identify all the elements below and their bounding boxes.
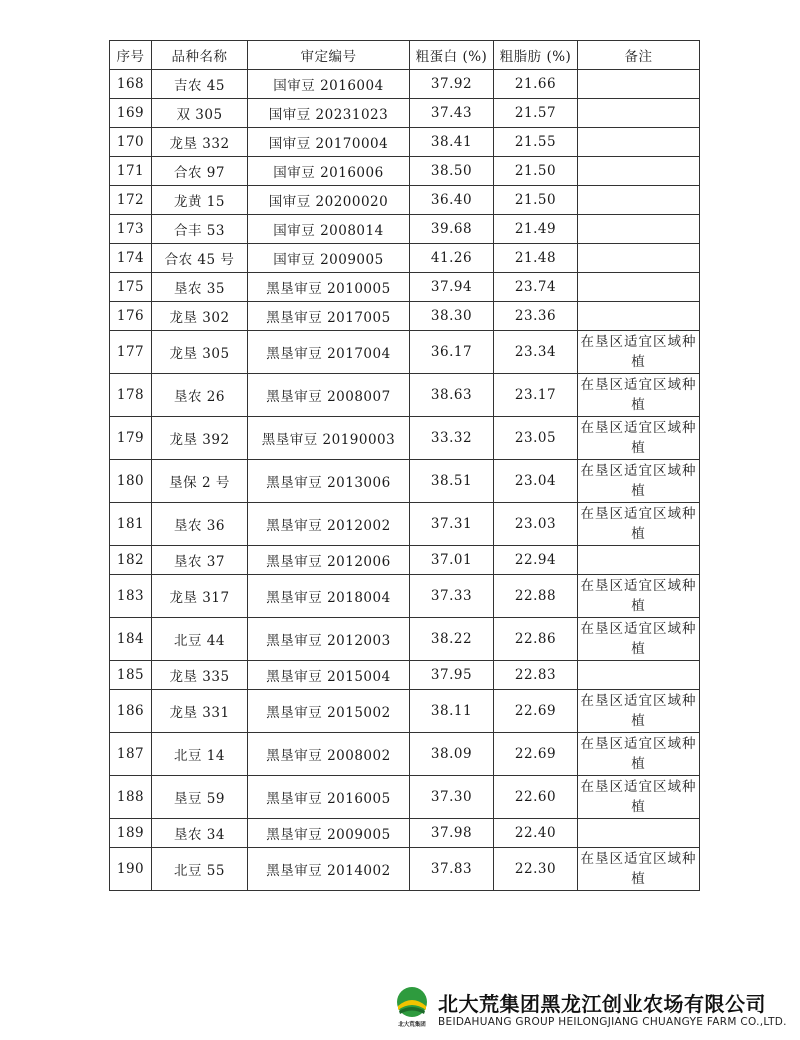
cell-remark xyxy=(578,215,700,244)
table-body xyxy=(110,70,700,891)
table-row xyxy=(110,186,700,215)
cell-remark xyxy=(578,819,700,848)
cell-approval-code: 黑垦审豆 2012003 xyxy=(248,618,410,661)
cell-no: 177 xyxy=(110,331,152,374)
cell-no: 182 xyxy=(110,546,152,575)
cell-variety-name: 垦保 2 号 xyxy=(152,460,248,503)
cell-remark: 在垦区适宜区域种植 xyxy=(578,417,700,460)
cell-remark xyxy=(578,157,700,186)
cell-crude-fat: 21.57 xyxy=(494,99,578,128)
cell-variety-name: 龙垦 331 xyxy=(152,690,248,733)
cell-crude-fat: 21.50 xyxy=(494,186,578,215)
cell-no: 168 xyxy=(110,70,152,99)
cell-no: 171 xyxy=(110,157,152,186)
cell-crude-fat: 23.05 xyxy=(494,417,578,460)
cell-variety-name: 北豆 14 xyxy=(152,733,248,776)
table-row xyxy=(110,99,700,128)
cell-crude-fat: 22.94 xyxy=(494,546,578,575)
cell-crude-protein: 38.63 xyxy=(410,374,494,417)
cell-remark xyxy=(578,186,700,215)
cell-no: 181 xyxy=(110,503,152,546)
cell-remark: 在垦区适宜区域种植 xyxy=(578,575,700,618)
cell-variety-name: 双 305 xyxy=(152,99,248,128)
cell-crude-protein: 41.26 xyxy=(410,244,494,273)
company-footer xyxy=(390,982,790,1032)
table-row xyxy=(110,374,700,417)
cell-approval-code: 黑垦审豆 2015002 xyxy=(248,690,410,733)
cell-remark: 在垦区适宜区域种植 xyxy=(578,374,700,417)
cell-variety-name: 龙垦 332 xyxy=(152,128,248,157)
cell-approval-code: 黑垦审豆 2008007 xyxy=(248,374,410,417)
cell-crude-fat: 21.50 xyxy=(494,157,578,186)
cell-crude-protein: 37.33 xyxy=(410,575,494,618)
cell-remark: 在垦区适宜区域种植 xyxy=(578,848,700,891)
cell-remark xyxy=(578,244,700,273)
cell-no: 185 xyxy=(110,661,152,690)
cell-crude-fat: 22.30 xyxy=(494,848,578,891)
cell-crude-fat: 22.69 xyxy=(494,733,578,776)
cell-approval-code: 黑垦审豆 2012002 xyxy=(248,503,410,546)
table-row xyxy=(110,733,700,776)
cell-crude-fat: 22.86 xyxy=(494,618,578,661)
cell-approval-code: 国审豆 2009005 xyxy=(248,244,410,273)
cell-approval-code: 黑垦审豆 2017004 xyxy=(248,331,410,374)
cell-approval-code: 国审豆 2016004 xyxy=(248,70,410,99)
cell-variety-name: 合农 45 号 xyxy=(152,244,248,273)
cell-variety-name: 龙垦 392 xyxy=(152,417,248,460)
cell-remark xyxy=(578,99,700,128)
cell-crude-fat: 22.60 xyxy=(494,776,578,819)
cell-approval-code: 黑垦审豆 2013006 xyxy=(248,460,410,503)
table-row xyxy=(110,503,700,546)
table-row xyxy=(110,273,700,302)
cell-crude-protein: 38.30 xyxy=(410,302,494,331)
cell-variety-name: 垦农 34 xyxy=(152,819,248,848)
company-name-chinese: 北大荒集团黑龙江创业农场有限公司 xyxy=(438,992,766,1016)
cell-crude-protein: 37.92 xyxy=(410,70,494,99)
cell-crude-fat: 21.66 xyxy=(494,70,578,99)
cell-no: 188 xyxy=(110,776,152,819)
cell-no: 187 xyxy=(110,733,152,776)
table-row xyxy=(110,575,700,618)
header-approval-code: 审定编号 xyxy=(248,41,410,70)
cell-crude-protein: 38.50 xyxy=(410,157,494,186)
table-row xyxy=(110,331,700,374)
cell-no: 184 xyxy=(110,618,152,661)
cell-crude-protein: 37.83 xyxy=(410,848,494,891)
cell-remark: 在垦区适宜区域种植 xyxy=(578,733,700,776)
cell-crude-protein: 38.11 xyxy=(410,690,494,733)
cell-no: 174 xyxy=(110,244,152,273)
table-row xyxy=(110,157,700,186)
table-row xyxy=(110,690,700,733)
table-header-row xyxy=(110,41,700,70)
cell-crude-protein: 38.09 xyxy=(410,733,494,776)
cell-crude-fat: 22.83 xyxy=(494,661,578,690)
cell-variety-name: 垦农 35 xyxy=(152,273,248,302)
cell-variety-name: 合农 97 xyxy=(152,157,248,186)
cell-variety-name: 垦农 36 xyxy=(152,503,248,546)
cell-remark xyxy=(578,128,700,157)
cell-crude-protein: 38.41 xyxy=(410,128,494,157)
cell-variety-name: 龙黄 15 xyxy=(152,186,248,215)
cell-crude-fat: 23.03 xyxy=(494,503,578,546)
cell-variety-name: 龙垦 317 xyxy=(152,575,248,618)
table-row xyxy=(110,417,700,460)
header-crude-protein: 粗蛋白 (%) xyxy=(410,41,494,70)
cell-crude-protein: 39.68 xyxy=(410,215,494,244)
cell-approval-code: 黑垦审豆 2008002 xyxy=(248,733,410,776)
cell-no: 178 xyxy=(110,374,152,417)
cell-crude-protein: 37.43 xyxy=(410,99,494,128)
cell-no: 170 xyxy=(110,128,152,157)
cell-crude-fat: 23.34 xyxy=(494,331,578,374)
cell-crude-protein: 37.94 xyxy=(410,273,494,302)
cell-no: 173 xyxy=(110,215,152,244)
cell-crude-protein: 38.51 xyxy=(410,460,494,503)
company-name-english: BEIDAHUANG GROUP HEILONGJIANG CHUANGYE FARM CO.,LTD. xyxy=(438,1016,787,1028)
header-remark: 备注 xyxy=(578,41,700,70)
header-crude-fat: 粗脂肪 (%) xyxy=(494,41,578,70)
cell-crude-fat: 21.49 xyxy=(494,215,578,244)
cell-remark: 在垦区适宜区域种植 xyxy=(578,331,700,374)
cell-variety-name: 龙垦 335 xyxy=(152,661,248,690)
cell-crude-fat: 22.40 xyxy=(494,819,578,848)
table-row xyxy=(110,819,700,848)
table-row xyxy=(110,460,700,503)
cell-approval-code: 黑垦审豆 2016005 xyxy=(248,776,410,819)
cell-crude-fat: 23.17 xyxy=(494,374,578,417)
cell-crude-fat: 21.55 xyxy=(494,128,578,157)
cell-remark xyxy=(578,273,700,302)
cell-crude-fat: 23.36 xyxy=(494,302,578,331)
cell-remark: 在垦区适宜区域种植 xyxy=(578,460,700,503)
cell-crude-protein: 38.22 xyxy=(410,618,494,661)
cell-approval-code: 黑垦审豆 2012006 xyxy=(248,546,410,575)
cell-crude-fat: 22.88 xyxy=(494,575,578,618)
table-row xyxy=(110,776,700,819)
cell-approval-code: 黑垦审豆 20190003 xyxy=(248,417,410,460)
cell-variety-name: 垦农 37 xyxy=(152,546,248,575)
header-no: 序号 xyxy=(110,41,152,70)
cell-approval-code: 国审豆 2016006 xyxy=(248,157,410,186)
cell-no: 176 xyxy=(110,302,152,331)
cell-approval-code: 黑垦审豆 2014002 xyxy=(248,848,410,891)
cell-approval-code: 国审豆 2008014 xyxy=(248,215,410,244)
cell-variety-name: 吉农 45 xyxy=(152,70,248,99)
table-row xyxy=(110,546,700,575)
cell-crude-fat: 23.04 xyxy=(494,460,578,503)
cell-crude-protein: 37.01 xyxy=(410,546,494,575)
cell-variety-name: 龙垦 302 xyxy=(152,302,248,331)
cell-no: 179 xyxy=(110,417,152,460)
table-row xyxy=(110,848,700,891)
table-row xyxy=(110,215,700,244)
cell-crude-fat: 21.48 xyxy=(494,244,578,273)
cell-crude-fat: 23.74 xyxy=(494,273,578,302)
cell-approval-code: 国审豆 20170004 xyxy=(248,128,410,157)
cell-remark: 在垦区适宜区域种植 xyxy=(578,503,700,546)
cell-crude-protein: 36.17 xyxy=(410,331,494,374)
cell-crude-fat: 22.69 xyxy=(494,690,578,733)
cell-variety-name: 合丰 53 xyxy=(152,215,248,244)
cell-remark: 在垦区适宜区域种植 xyxy=(578,776,700,819)
table-row xyxy=(110,128,700,157)
cell-no: 186 xyxy=(110,690,152,733)
cell-remark xyxy=(578,302,700,331)
cell-variety-name: 龙垦 305 xyxy=(152,331,248,374)
cell-approval-code: 黑垦审豆 2015004 xyxy=(248,661,410,690)
cell-variety-name: 垦豆 59 xyxy=(152,776,248,819)
cell-crude-protein: 36.40 xyxy=(410,186,494,215)
soybean-variety-table xyxy=(109,40,700,891)
cell-approval-code: 黑垦审豆 2009005 xyxy=(248,819,410,848)
cell-crude-protein: 37.31 xyxy=(410,503,494,546)
table-row xyxy=(110,70,700,99)
cell-remark xyxy=(578,546,700,575)
cell-no: 180 xyxy=(110,460,152,503)
cell-remark: 在垦区适宜区域种植 xyxy=(578,690,700,733)
cell-variety-name: 垦农 26 xyxy=(152,374,248,417)
cell-crude-protein: 37.30 xyxy=(410,776,494,819)
cell-no: 169 xyxy=(110,99,152,128)
cell-no: 189 xyxy=(110,819,152,848)
cell-remark: 在垦区适宜区域种植 xyxy=(578,618,700,661)
header-variety-name: 品种名称 xyxy=(152,41,248,70)
cell-no: 175 xyxy=(110,273,152,302)
cell-approval-code: 黑垦审豆 2017005 xyxy=(248,302,410,331)
table-row xyxy=(110,302,700,331)
cell-no: 172 xyxy=(110,186,152,215)
logo-caption: 北大荒集团 xyxy=(398,1022,426,1028)
cell-approval-code: 黑垦审豆 2010005 xyxy=(248,273,410,302)
cell-variety-name: 北豆 55 xyxy=(152,848,248,891)
table-row xyxy=(110,661,700,690)
cell-remark xyxy=(578,661,700,690)
table-row xyxy=(110,618,700,661)
cell-approval-code: 国审豆 20231023 xyxy=(248,99,410,128)
cell-variety-name: 北豆 44 xyxy=(152,618,248,661)
cell-approval-code: 国审豆 20200020 xyxy=(248,186,410,215)
cell-crude-protein: 33.32 xyxy=(410,417,494,460)
cell-remark xyxy=(578,70,700,99)
cell-approval-code: 黑垦审豆 2018004 xyxy=(248,575,410,618)
cell-crude-protein: 37.98 xyxy=(410,819,494,848)
cell-no: 183 xyxy=(110,575,152,618)
cell-crude-protein: 37.95 xyxy=(410,661,494,690)
cell-no: 190 xyxy=(110,848,152,891)
table-row xyxy=(110,244,700,273)
